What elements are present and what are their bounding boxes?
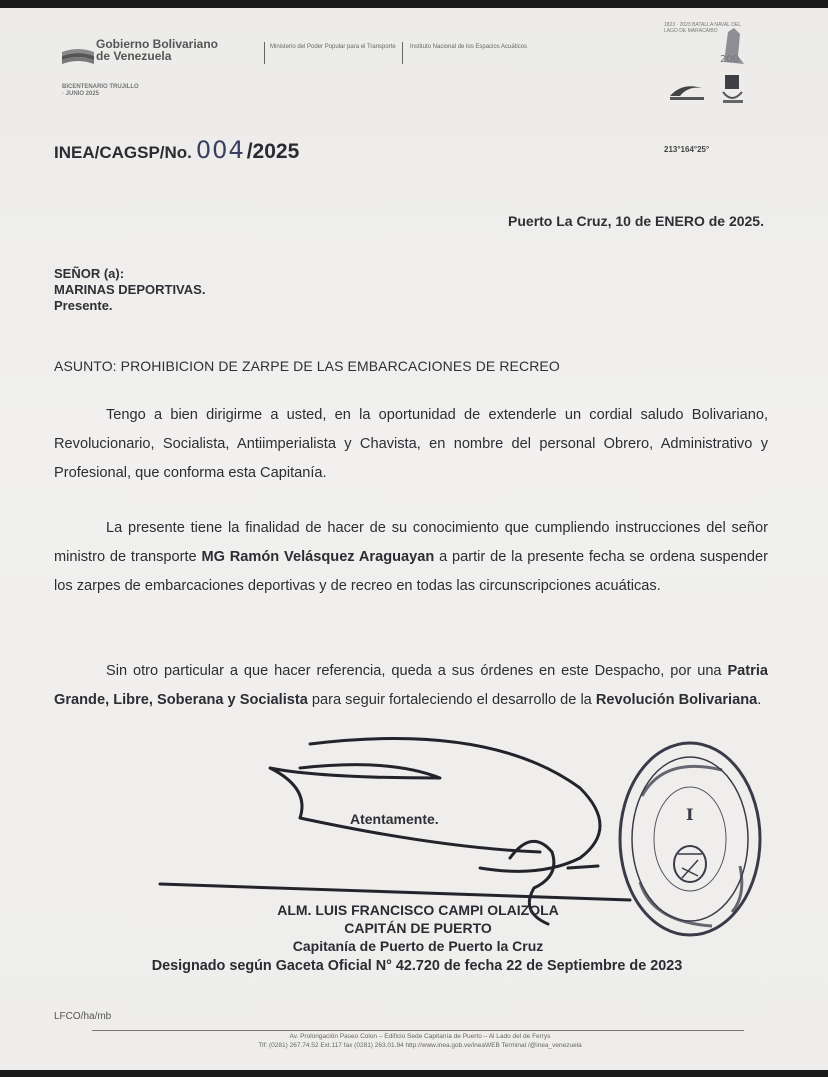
letter-page [0,8,828,1070]
paragraph-1-text: Tengo a bien dirigirme a usted, en la oportunidad de extenderle un cordial saludo Bolivariano, Revolucionario, Socialista, Antiimperialista y Chavista, en nombre del personal Obrero, Administrativo y Profesional, que conforma esta Capitanía. [54,407,768,481]
stamp-center-mark: I [686,805,694,824]
reference-number [54,136,299,164]
closing-atentamente: Atentamente. [350,811,439,827]
ministry-name: Ministerio del Poder Popular para el Transporte [270,44,396,50]
handwritten-signature [160,728,640,928]
bicentennial-logo-text: BICENTENARIO TRUJILLO · JUNIO 2025 [62,84,139,97]
gazette-designation: Designado según Gaceta Oficial N° 42.720 de fecha 22 de Septiembre de 2023 [151,958,683,974]
government-line1: Gobierno Bolivariano [96,37,219,51]
inea-wave-logo-icon [668,80,708,102]
handwritten-number: 004 [195,136,245,164]
header-divider [402,42,403,64]
institute-name: Instituto Nacional de los Espacios Acuáticos [410,44,528,50]
minister-name: MG Ramón Velásquez Araguayan [201,549,435,565]
footer-address: Av. Prolongación Paseo Colon – Edificio Sede Capitanía de Puerto – Al Lado del de Ferrys [289,1033,551,1040]
paragraph-2-text-a: La presente tiene la finalidad de hacer de su conocimiento que cumpliendo instrucciones del señor ministro de transporte [54,520,768,565]
subject-line: ASUNTO: PROHIBICION DE ZARPE DE LAS EMBARCACIONES DE RECREO [54,358,560,374]
slogan-text: Patria Grande, Libre, Soberana y Socialista [54,663,768,708]
date-line: Puerto La Cruz, 10 de ENERO de 2025. [508,213,764,229]
addressee [54,266,205,314]
reference-year: /2025 [246,140,300,163]
paragraph-3-text-c: . [757,692,762,708]
footer-initials: LFCO/ha/mb [54,1011,112,1022]
signatory-title: CAPITÁN DE PUERTO [344,920,492,936]
addressee-name: MARINAS DEPORTIVAS. [54,282,206,297]
reference-prefix: INEA/CAGSP/No. [54,143,192,162]
addressee-present: Presente. [54,298,113,313]
anniversary-badge-text: 1823 · 2023 BATALLA NAVAL DEL LAGO DE MARACAIBO [664,22,741,34]
svg-text:200: 200 [720,54,740,65]
anniversary-emblem-icon [718,26,746,66]
paragraph-3-text-b: para seguir fortaleciendo el desarrollo de la [307,692,596,708]
footer-contact: Tlf: (0281) 267.74.52 Ext.117 fax (0281) 263.01.94 http://www.inea.gob.ve/ineaWEB Terminal /@inea_venezuela [258,1042,582,1049]
footer-contact-block [110,1032,730,1050]
government-line2: de Venezuela [96,49,172,63]
signatory-name: ALM. LUIS FRANCISCO CAMPI OLAIZOLA [277,902,559,918]
paragraph-2-text-b: a partir de la presente fecha se ordena suspender los zarpes de embarcaciones deportivas y de recreo en todas las circunscripciones acuáticas. [54,549,768,594]
reference-code: 213°164°25° [664,145,710,154]
revolution-text: Revolución Bolivariana [595,692,758,708]
signatory-office: Capitanía de Puerto de Puerto la Cruz [292,938,544,954]
paragraph-greeting [54,401,768,488]
paragraph-instruction [54,514,768,601]
paragraph-closing [54,657,768,715]
header-divider [264,42,265,64]
paragraph-3-text-a: Sin otro particular a que hacer referencia, queda a sus órdenes en este Despacho, por una [106,663,728,679]
government-name [96,38,218,62]
addressee-salutation: SEÑOR (a): [54,266,125,281]
venezuela-flag-icon [62,48,94,66]
footer-divider [92,1030,744,1031]
port-authority-logo-icon [720,74,746,106]
